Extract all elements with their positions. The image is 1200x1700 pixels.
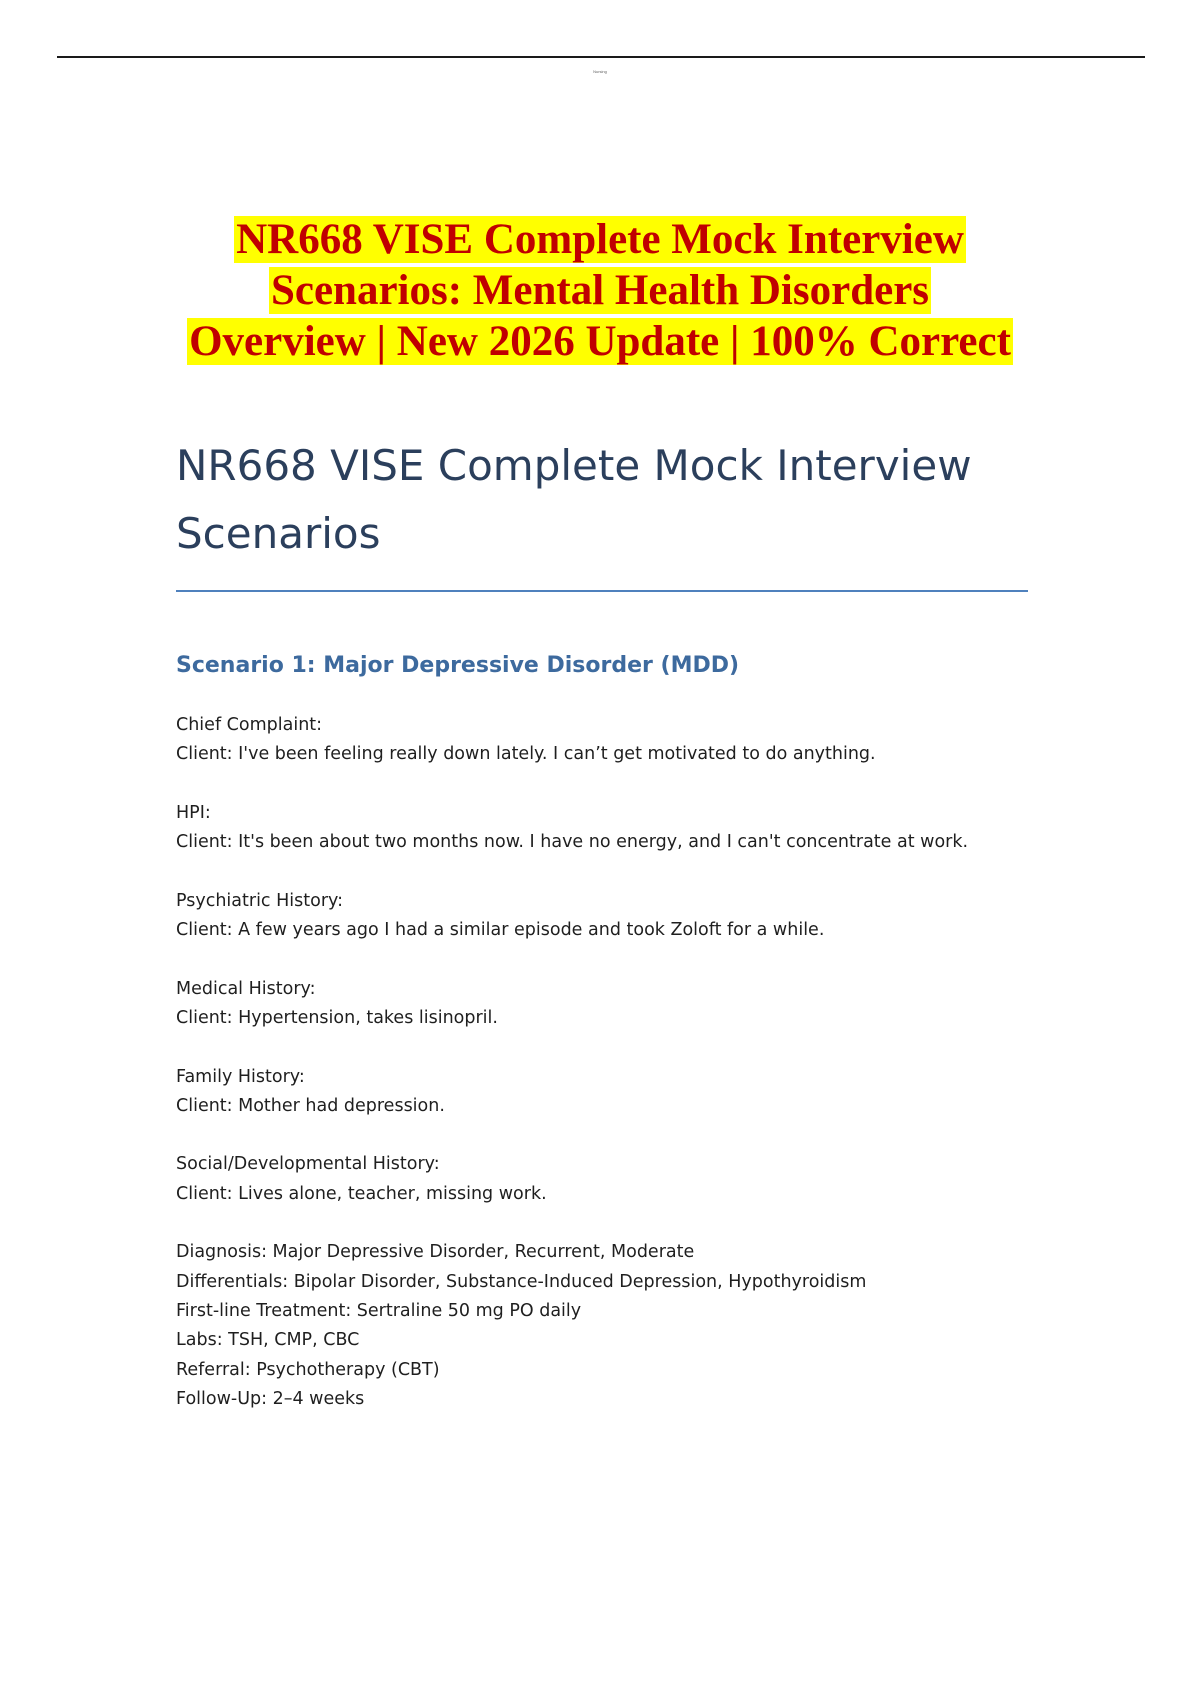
section-psychiatric-history bbox=[176, 887, 1076, 946]
section-social-history bbox=[176, 1150, 1076, 1209]
section-text: Client: Hypertension, takes lisinopril. bbox=[176, 1007, 498, 1028]
scenario-content bbox=[176, 711, 1076, 1443]
section-family-history bbox=[176, 1063, 1076, 1122]
summary-treatment: First-line Treatment: Sertraline 50 mg PO daily bbox=[176, 1300, 582, 1321]
section-label: Psychiatric History: bbox=[176, 890, 344, 911]
document-title bbox=[0, 214, 1200, 367]
summary-diagnosis: Diagnosis: Major Depressive Disorder, Recurrent, Moderate bbox=[176, 1242, 695, 1263]
page-heading-line-2: Scenarios bbox=[176, 509, 381, 558]
section-medical-history bbox=[176, 975, 1076, 1034]
section-text: Client: It's been about two months now. I have no energy, and I can't concentrate at work. bbox=[176, 832, 969, 853]
section-hpi bbox=[176, 799, 1076, 858]
header-text: Nursing bbox=[593, 69, 607, 74]
summary-labs: Labs: TSH, CMP, CBC bbox=[176, 1330, 360, 1351]
header-rule bbox=[57, 56, 1145, 58]
title-line-1: NR668 VISE Complete Mock Interview bbox=[236, 216, 964, 263]
section-text: Client: A few years ago I had a similar episode and took Zoloft for a while. bbox=[176, 920, 825, 941]
scenario-heading: Scenario 1: Major Depressive Disorder (MDD) bbox=[176, 653, 740, 678]
section-label: Medical History: bbox=[176, 978, 316, 999]
title-line-3: Overview | New 2026 Update | 100% Correct bbox=[189, 318, 1011, 365]
section-label: Social/Developmental History: bbox=[176, 1154, 440, 1175]
summary-block bbox=[176, 1238, 1076, 1414]
page-heading-line-1: NR668 VISE Complete Mock Interview bbox=[176, 441, 972, 490]
summary-referral: Referral: Psychotherapy (CBT) bbox=[176, 1359, 440, 1380]
section-text: Client: Lives alone, teacher, missing work. bbox=[176, 1183, 547, 1204]
heading-divider bbox=[176, 590, 1028, 592]
section-text: Client: Mother had depression. bbox=[176, 1095, 445, 1116]
section-text: Client: I've been feeling really down lately. I can’t get motivated to do anything. bbox=[176, 744, 876, 765]
page-heading bbox=[176, 432, 1036, 568]
summary-differentials: Differentials: Bipolar Disorder, Substance-Induced Depression, Hypothyroidism bbox=[176, 1271, 867, 1292]
section-chief-complaint bbox=[176, 711, 1076, 770]
title-line-2: Scenarios: Mental Health Disorders bbox=[270, 267, 930, 314]
section-label: Family History: bbox=[176, 1066, 305, 1087]
section-label: Chief Complaint: bbox=[176, 715, 323, 735]
summary-follow-up: Follow-Up: 2–4 weeks bbox=[176, 1388, 365, 1409]
section-label: HPI: bbox=[176, 802, 211, 823]
